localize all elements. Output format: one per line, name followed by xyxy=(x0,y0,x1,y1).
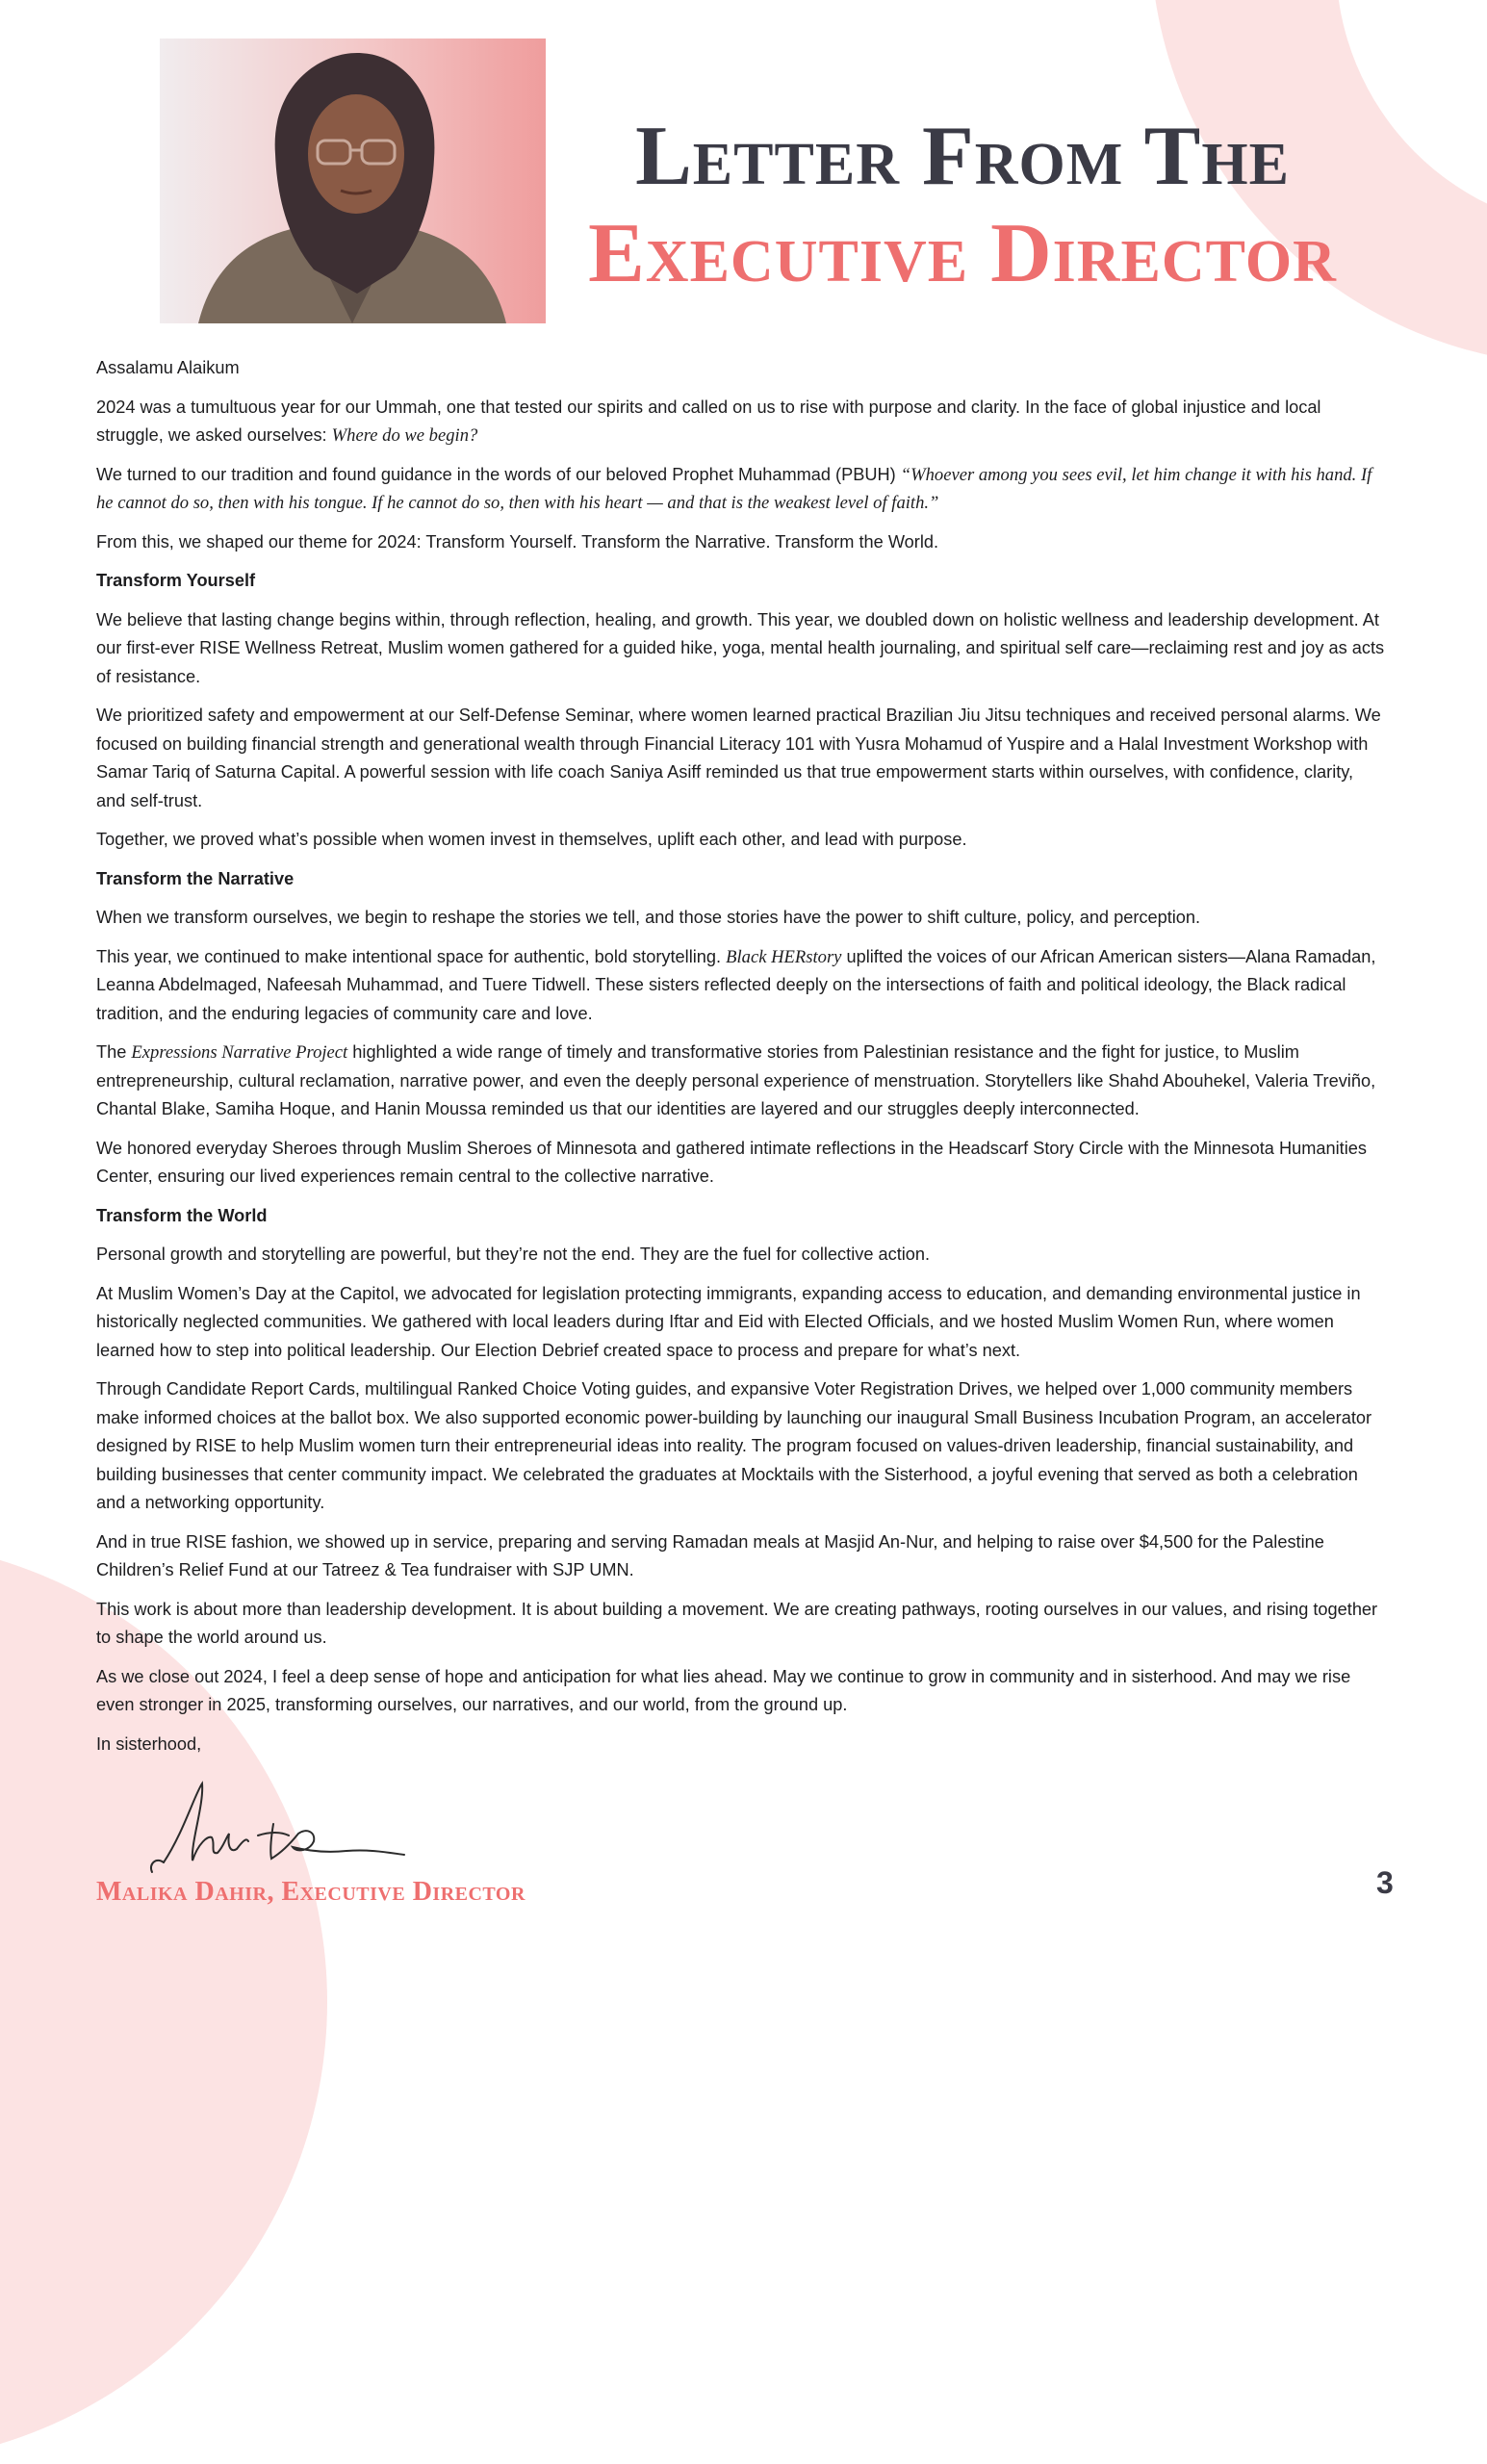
paragraph: When we transform ourselves, we begin to reshape the stories we tell, and those stories have the power to shift culture, policy, and perception. xyxy=(96,908,1201,927)
title-line-1: Letter From The xyxy=(635,110,1290,203)
prophet-quote: “Whoever among you sees evil, let him change it with his hand. If he cannot do so, then with his tongue. If he cannot do so, then with his heart — and that is the weakest level of faith.” xyxy=(96,464,1372,513)
paragraph: We believe that lasting change begins within, through reflection, healing, and growth. This year, we doubled down on holistic wellness and leadership development. At our first-ever RISE Wellness Retreat, Muslim women gathered for a guided hike, yoga, mental health journaling, and spiritual self care—reclaiming rest and joy as acts of resistance. xyxy=(96,609,1385,686)
paragraph xyxy=(96,394,1386,450)
emphasis: Where do we begin? xyxy=(331,425,478,446)
text: uplifted the voices of our African American sisters—Alana Ramadan, Leanna Abdelmaged, Nafeesah Muhammad, and Tuere Tidwell. These sisters reflected deeply on the intersections of faith and political ideology, the Black radical tradition, and the enduring legacies of community care and love. xyxy=(96,946,1376,1023)
paragraph: Through Candidate Report Cards, multilingual Ranked Choice Voting guides, and expansive Voter Registration Drives, we helped over 1,000 community members make informed choices at the ballot box. We also supported economic power-building by launching our inaugural Small Business Incubation Program, an accelerator designed by RISE to help Muslim women turn their entrepreneurial ideas into reality. The program focused on values-driven leadership, financial sustainability, and building businesses that center community impact. We celebrated the graduates at Mocktails with the Sisterhood, a joyful evening that served as both a celebration and a networking opportunity. xyxy=(96,1379,1372,1512)
paragraph: And in true RISE fashion, we showed up in service, preparing and serving Ramadan meals at Masjid An-Nur, and helping to raise over $4,500 for the Palestine Children’s Relief Fund at our Tatreez & Tea fundraiser with SJP UMN. xyxy=(96,1531,1324,1579)
paragraph: This work is about more than leadership development. It is about building a movement. We are creating pathways, rooting ourselves in our values, and rising together to shape the world around us. xyxy=(96,1599,1378,1647)
paragraph xyxy=(96,461,1386,518)
paragraph: Personal growth and storytelling are powerful, but they’re not the end. They are the fuel for collective action. xyxy=(96,1245,931,1264)
emphasis: Black HERstory xyxy=(726,946,842,967)
paragraph: From this, we shaped our theme for 2024: Transform Yourself. Transform the Narrative. Transform the World. xyxy=(96,531,939,552)
paragraph: At Muslim Women’s Day at the Capitol, we advocated for legislation protecting immigrants, expanding access to education, and demanding environmental justice in historically neglected communities. We gathered with local leaders during Iftar and Eid with Elected Officials, and we hosted Muslim Women Run, where women learned how to step into political leadership. Our Election Debrief created space to process and prepare for what’s next. xyxy=(96,1283,1361,1360)
paragraph xyxy=(96,1039,1386,1124)
text: The xyxy=(96,1042,132,1062)
section-heading-transform-world: Transform the World xyxy=(96,1205,268,1225)
director-portrait xyxy=(160,38,546,323)
handwritten-signature xyxy=(135,1776,414,1880)
text: highlighted a wide range of timely and transformative stories from Palestinian resistance and the fight for justice, to Muslim entrepreneurship, cultural reclamation, narrative power, and even the deeply personal experience of menstruation. Storytellers like Shahd Abouhekel, Valeria Treviño, Chantal Blake, Samiha Hoque, and Hanin Moussa reminded us that our identities are layered and our struggles deeply interconnected. xyxy=(96,1042,1376,1118)
paragraph: As we close out 2024, I feel a deep sense of hope and anticipation for what lies ahead. May we continue to grow in community and in sisterhood. And may we rise even stronger in 2025, transforming ourselves, our narratives, and our world, from the ground up. xyxy=(96,1666,1351,1714)
title-line-2: Executive Director xyxy=(588,207,1337,301)
letter-body xyxy=(96,354,1386,1769)
page-title xyxy=(539,108,1386,302)
section-heading-transform-yourself: Transform Yourself xyxy=(96,571,256,590)
text: We turned to our tradition and found guidance in the words of our beloved Prophet Muhammad (PBUH) xyxy=(96,464,901,484)
emphasis: Expressions Narrative Project xyxy=(131,1042,348,1063)
section-heading-transform-narrative: Transform the Narrative xyxy=(96,868,295,888)
text: 2024 was a tumultuous year for our Ummah, one that tested our spirits and called on us to rise with purpose and clarity. In the face of global injustice and local struggle, we asked ourselves: xyxy=(96,397,1321,445)
signatory-name: Malika Dahir, Executive Director xyxy=(96,1877,526,1907)
paragraph: We honored everyday Sheroes through Muslim Sheroes of Minnesota and gathered intimate reflections in the Headscarf Story Circle with the Minnesota Humanities Center, ensuring our lived experiences remain central to the collective narrative. xyxy=(96,1138,1367,1186)
text: This year, we continued to make intentional space for authentic, bold storytelling. xyxy=(96,946,727,966)
paragraph xyxy=(96,943,1386,1029)
paragraph: Together, we proved what’s possible when women invest in themselves, uplift each other, and lead with purpose. xyxy=(96,830,967,849)
page-number: 3 xyxy=(1376,1865,1394,1900)
salutation: Assalamu Alaikum xyxy=(96,358,240,377)
sign-off: In sisterhood, xyxy=(96,1733,202,1754)
portrait-illustration xyxy=(160,38,546,323)
paragraph: We prioritized safety and empowerment at our Self-Defense Seminar, where women learned practical Brazilian Jiu Jitsu techniques and received personal alarms. We focused on building financial strength and generational wealth through Financial Literacy 101 with Yusra Mohamud of Yuspire and a Halal Investment Workshop with Samar Tariq of Saturna Capital. A powerful session with life coach Saniya Asiff reminded us that true empowerment starts within ourselves, with confidence, clarity, and self-trust. xyxy=(96,706,1381,810)
